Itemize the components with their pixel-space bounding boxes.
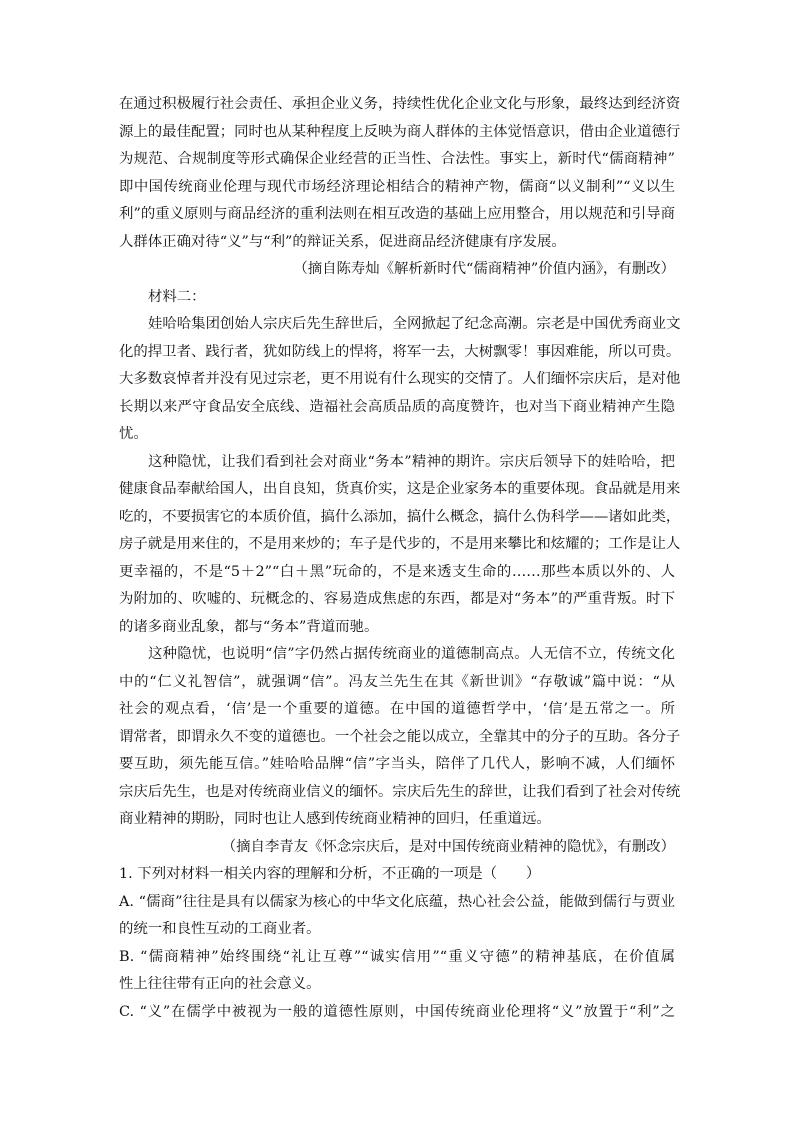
text-line: B. “儒商精神”始终围绕“礼让互尊”“诚实信用”“重义守德”的精神基底，在价值属	[119, 948, 675, 965]
source-citation-one: （摘自陈寿灿《解析新时代“儒商精神”价值内涵》，有删改）	[293, 261, 675, 277]
option-a	[119, 889, 675, 944]
text-line: 谓常者，即谓永久不变的道德也。一个社会之能以成立，全靠其中的分子的互助。各分子	[119, 728, 681, 745]
text-line: 中的“仁义礼智信”，就强调“信”。冯友兰先生在其《新世训》“存敬诚”篇中说：“从	[119, 673, 675, 690]
text-line: 性上往往带有正向的社会意义。	[119, 976, 321, 992]
text-line: 要互助，须先能互信。”娃哈哈品牌“信”字当头，陪伴了几代人，影响不减，人们缅怀	[119, 756, 675, 772]
text-line: 这种隐忧，也说明“信”字仍然占据传统商业的道德制高点。人无信不立，传统文化	[148, 646, 675, 662]
option-b	[119, 944, 675, 999]
question-block	[119, 861, 675, 1026]
text-line: 人群体正确对待“义”与“利”的辩证关系，促进商品经济健康有序发展。	[119, 233, 566, 250]
text-line: C. “义”在儒学中被视为一般的道德性原则，中国传统商业伦理将“义”放置于“利”之	[119, 1003, 675, 1020]
text-line: 的统一和良性互动的工商业者。	[119, 921, 321, 937]
paragraph-two	[119, 449, 681, 642]
text-line: 在通过积极履行社会责任、承担企业义务，持续性优化企业文化与形象，最终达到经济资	[119, 96, 681, 112]
text-line: 社会的观点看，‘信’是一个重要的道德。在中国的道德哲学中，‘信’是五常之一。所	[119, 701, 675, 717]
text-line: 更幸福的，不是“5＋2”“白＋黑”玩命的，不是来透支生命的……那些本质以外的、人	[119, 563, 675, 580]
text-line: 宗庆后先生，也是对传统商业信义的缅怀。宗庆后先生的辞世，让我们看到了社会对传统	[119, 783, 681, 800]
text-line: 为附加的、吹嘘的、玩概念的、容易造成焦虑的东西，都是对“务本”的严重背叛。时下	[119, 591, 675, 607]
text-line: 忧。	[119, 426, 148, 442]
text-line: 娃哈哈集团创始人宗庆后先生辞世后，全网掀起了纪念高潮。宗老是中国优秀商业文	[148, 316, 681, 332]
text-line: 化的捍卫者、践行者，犹如防线上的悍将，将军一去，大树飘零！事因难能，所以可贵。	[119, 343, 681, 360]
text-line: 商业精神的期盼，同时也让人感到传统商业精神的回归，任重道远。	[119, 811, 551, 827]
document-page	[119, 91, 681, 1026]
material-two-heading: 材料二：	[148, 288, 206, 305]
text-line: 这种隐忧，让我们看到社会对商业“务本”精神的期许。宗庆后领导下的娃哈哈，把	[148, 453, 675, 470]
question-stem: 1. 下列对材料一相关内容的理解和分析，不正确的一项是（ ）	[119, 866, 541, 882]
text-line: 即中国传统商业伦理与现代市场经济理论相结合的精神产物，儒商“以义制利”“义以生	[119, 178, 675, 195]
paragraph-one	[119, 311, 681, 449]
source-citation-two: （摘自李青友《怀念宗庆后，是对中国传统商业精神的隐忧》，有删改）	[221, 838, 675, 855]
text-line: 利”的重义原则与商品经济的重利法则在相互改造的基础上应用整合，用以规范和引导商	[119, 206, 675, 222]
paragraph-three	[119, 641, 681, 834]
text-line: 大多数哀悼者并没有见过宗老，更不用说有什么现实的交情了。人们缅怀宗庆后，是对他	[119, 371, 681, 387]
text-line: 健康食品奉献给国人，出自良知，货真价实，这是企业家务本的重要体现。食品就是用来	[119, 481, 681, 497]
text-line: 长期以来严守食品安全底线、造福社会高质品质的高度赞许，也对当下商业精神产生隐	[119, 398, 675, 415]
passage-one-tail	[119, 91, 681, 256]
text-line: 房子就是用来住的，不是用来炒的；车子是代步的，不是用来攀比和炫耀的；工作是让人	[119, 536, 681, 552]
text-line: A. “儒商”往往是具有以儒家为核心的中华文化底蕴，热心社会公益，能做到儒行与贾业	[119, 893, 675, 910]
option-c	[119, 999, 675, 1027]
text-line: 源上的最佳配置；同时也从某种程度上反映为商人群体的主体觉悟意识，借由企业道德行	[119, 123, 681, 140]
text-line: 为规范、合规制度等形式确保企业经营的正当性、合法性。事实上，新时代“儒商精神”	[119, 151, 675, 167]
text-line: 吃的，不要损害它的本质价值，搞什么添加，搞什么概念，搞什么伪科学——诸如此类，	[119, 508, 681, 525]
text-line: 的诸多商业乱象，都与“务本”背道而驰。	[119, 618, 379, 635]
